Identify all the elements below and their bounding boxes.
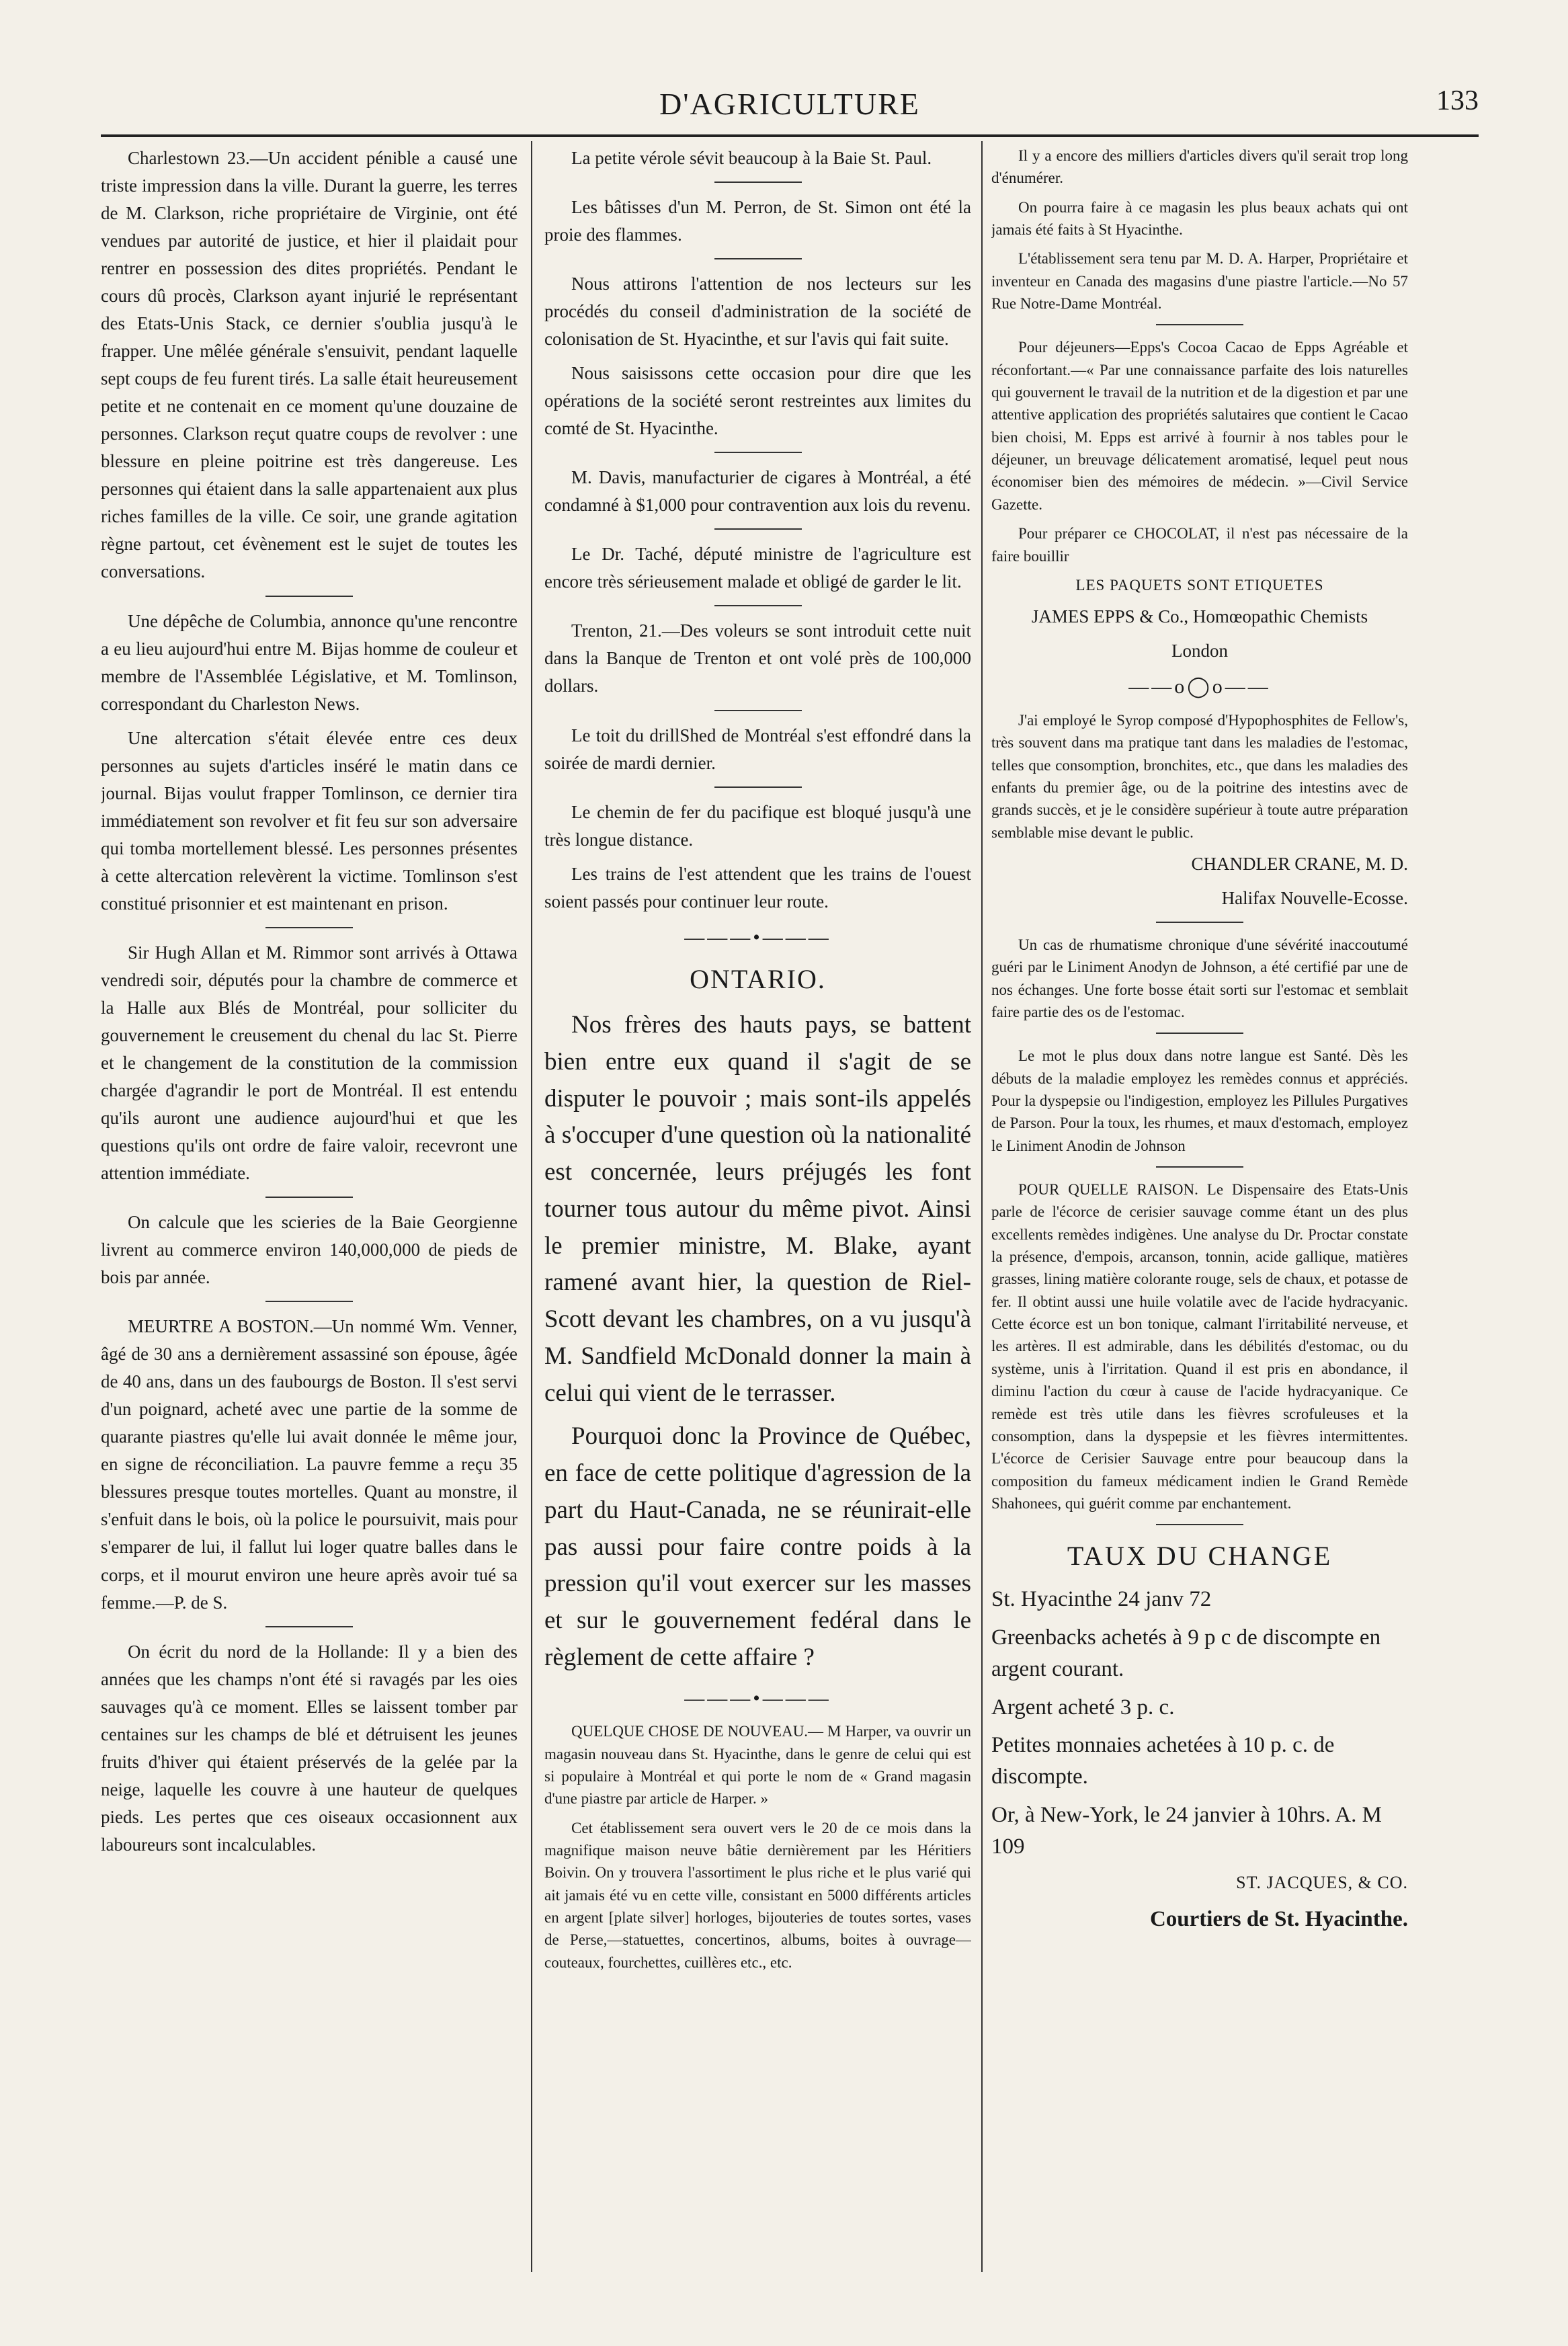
article-paragraph: Trenton, 21.—Des voleurs se sont introduit cette nuit dans la Banque de Trenton et ont volé près de 100,000 dollars. (544, 620, 971, 696)
article-paragraph: Pourquoi donc la Province de Québec, en face de cette politique d'agression de la part du Haut-Canada, ne se réunirait-elle pas aussi pour faire contre poids à la pression qu'il vout exercer sur les masses et sur le gouvernement fedéral dans le règlement de cette affaire ? (544, 1422, 971, 1671)
ornament-divider: ———•——— (684, 1687, 831, 1709)
article-separator (714, 528, 802, 530)
article-separator (714, 258, 802, 259)
signature-line: ST. JACQUES, & CO. (1236, 1872, 1408, 1892)
article-separator (1156, 324, 1243, 325)
page-header (101, 81, 1479, 128)
article-paragraph: Un cas de rhumatisme chronique d'une sévérité inaccoutumé guéri par le Liniment Anodyn de Johnson, a été certifié par une de nos échanges. Une forte bosse était sorti sur l'estomac et semblait faire partie des os de l'estomac. (991, 936, 1408, 1020)
article-paragraph: Le mot le plus doux dans notre langue est Santé. Dès les débuts de la maladie employez les remèdes connus et appréciés. Pour la dyspepsie ou l'indigestion, employez les Pillules Purgatives de Parson. Pour la toux, les rhumes, et maux d'estomach, employez le Liniment Anodin de Johnson (991, 1047, 1408, 1154)
article-paragraph: La petite vérole sévit beaucoup à la Baie St. Paul. (571, 148, 932, 168)
article-paragraph: Les trains de l'est attendent que les trains de l'ouest soient passés pour continuer leur route. (544, 863, 971, 912)
article-paragraph: On calcule que les scieries de la Baie Georgienne livrent au commerce environ 140,000,000 de pieds de bois par année. (101, 1212, 518, 1288)
exchange-line: Or, à New-York, le 24 janvier à 10hrs. A. M 109 (991, 1803, 1382, 1859)
article-separator (714, 181, 802, 183)
article-separator (265, 1197, 353, 1198)
article-paragraph: Nous attirons l'attention de nos lecteurs sur les procédés du conseil d'administration de la société de colonisation de St. Hyacinthe, et sur l'avis qui fait suite. (544, 274, 971, 350)
article-paragraph: Pour préparer ce CHOCOLAT, il n'est pas nécessaire de la faire bouillir (991, 525, 1408, 565)
article-paragraph: Le Dr. Taché, député ministre de l'agriculture est encore très sérieusement malade et obligé de garder le lit. (544, 544, 971, 592)
article-separator (714, 452, 802, 453)
article-separator (265, 596, 353, 597)
article-separator (265, 1626, 353, 1627)
article-paragraph: Une dépêche de Columbia, annonce qu'une rencontre a eu lieu aujourd'hui entre M. Bijas homme de couleur et membre de l'Assemblée Législative, et M. Tomlinson, correspondant du Charleston News. (101, 610, 518, 714)
column-left (101, 145, 518, 2262)
column-right (991, 145, 1408, 2262)
running-title: D'AGRICULTURE (659, 87, 920, 121)
article-paragraph: Sir Hugh Allan et M. Rimmor sont arrivés à Ottawa vendredi soir, députés pour la chambre de commerce et la Halle aux Blés de Montréal, pour solliciter du gouvernement le creusement du chenal du lac St. Pierre et le changement de la constitution de la commission chargée d'agrandir le port de Montréal. Il est entendu qu'ils auront une audience aujourd'hui et que les questions qu'ils ont ordre de faire valoir, recevront une attention immédiate. (101, 942, 518, 1184)
article-separator (714, 710, 802, 711)
article-paragraph: L'établissement sera tenu par M. D. A. Harper, Propriétaire et inventeur en Canada des magasins d'une piastre l'article.—No 57 Rue Notre-Dame Montréal. (991, 250, 1408, 313)
article-paragraph: Cet établissement sera ouvert vers le 20 de ce mois dans la magnifique maison neuve bâtie dernièrement par les Héritiers Boivin. On y trouvera l'assortiment le plus riche et le plus varié qui ait jamais été vu en cette ville, consistant en 5000 différents articles en argent [plate silver] horloges, bijouteries de toutes sortes, vases de Perse,—statuettes, concertinos, albums, boites à ouvrage—couteaux, fourchettes, cuillères etc., etc. (544, 1819, 971, 1971)
article-separator (1156, 1166, 1243, 1168)
ornament-divider: ———•——— (684, 926, 831, 948)
article-paragraph: J'ai employé le Syrop composé d'Hypophosphites de Fellow's, très souvent dans ma pratique tant dans les maladies de l'estomac, telles que consomption, bronchites, etc., que dans les maladies des enfants du premier âge, ou de la poitrine des intestins avec de grands succès, et je le considère supérieur à toute autre préparation semblable mise devant le public. (991, 711, 1408, 841)
section-heading: ONTARIO. (690, 964, 826, 995)
article-paragraph: On écrit du nord de la Hollande: Il y a bien des années que les champs n'ont été si ravagés par les oies sauvages qu'à ce moment. Elles se laissent tomber par centaines sur les champs de blé et détruisent les jeunes fruits d'hiver qui étaient préservés de la gelée par la neige, laquelle les couvre à une hauteur de quelques pieds. Les pertes que ces oiseaux occasionnent aux laboureurs sont incalculables. (101, 1641, 518, 1855)
article-paragraph: QUELQUE CHOSE DE NOUVEAU.— M Harper, va ouvrir un magasin nouveau dans St. Hyacinthe, dans le genre de celui qui est si populaire à Montréal et qui porte le nom de « Grand magasin d'une piastre par article de Harper. » (544, 1723, 971, 1808)
column-divider (981, 141, 983, 2272)
section-heading: TAUX DU CHANGE (1067, 1541, 1333, 1572)
article-paragraph: Il y a encore des milliers d'articles divers qu'il serait trop long d'énumérer. (991, 147, 1408, 187)
article-separator (265, 1301, 353, 1302)
article-paragraph: Une altercation s'était élevée entre ces deux personnes au sujets d'articles inséré le matin dans ce journal. Bijas voulut frapper Tomlinson, ce dernier tira immédiatement son revolver et fit feu sur son adversaire qui tomba mortellement blessé. Les personnes présentes à cette altercation relevèrent la victime. Tomlinson s'est constitué prisonnier et est maintenant en prison. (101, 727, 518, 914)
exchange-line: Greenbacks achetés à 9 p c de discompte en argent courant. (991, 1625, 1381, 1681)
ornament-divider: ——o◯o—— (1128, 676, 1271, 698)
column-middle (544, 145, 971, 2262)
article-separator (1156, 922, 1243, 923)
article-separator (714, 605, 802, 606)
article-paragraph: M. Davis, manufacturier de cigares à Montréal, a été condamné à $1,000 pour contravention aux lois du revenu. (544, 467, 971, 516)
exchange-line: Argent acheté 3 p. c. (991, 1695, 1175, 1720)
article-separator (265, 927, 353, 928)
signature-line: Courtiers de St. Hyacinthe. (1149, 1907, 1408, 1932)
page-number: 133 (1436, 85, 1479, 116)
article-paragraph: Pour déjeuners—Epps's Cocoa Cacao de Epps Agréable et réconfortant.—« Par une connaissance parfaite des lois naturelles qui gouvernent le travail de la nutrition et de la digestion et par une attentive application des propriétés salutaires que contient le Cacao bien choisi, M. Epps est arrivé à fournir à nos tables pour le déjeuner, un breuvage délicatement aromatisé, lequel peut nous économiser bien des mémoires de médecin. »—Civil Service Gazette. (991, 339, 1408, 513)
column-divider (531, 141, 532, 2272)
article-paragraph: Charlestown 23.—Un accident pénible a causé une triste impression dans la ville. Durant la guerre, les terres de M. Clarkson, riche propriétaire de Virginie, ont été vendues par autorité de justice, et hier il plaidait pour rentrer en possession des dites propriétés. Pendant le cours dû procès, Clarkson ayant injurié le représentant des Etats-Unis Stack, ce dernier s'oublia jusqu'à le frapper. Une mêlée générale s'ensuivit, pendant laquelle sept coups de feu furent tirés. La salle était heureusement petite et ne contenait en ce moment qu'une douzaine de personnes. Clarkson reçut quatre coups de revolver : une blessure en pleine poitrine est très dangereuse. Les personnes qui étaient dans la salle appartenaient aux plus riches familles de la ville. Ce soir, une grande agitation règne partout, cet évènement est le sujet de toutes les conversations. (101, 148, 518, 582)
article-paragraph: On pourra faire à ce magasin les plus beaux achats qui ont jamais été faits à St Hyacinthe. (991, 198, 1408, 239)
centered-line: London (1171, 641, 1228, 661)
article-paragraph: Le chemin de fer du pacifique est bloqué jusqu'à une très longue distance. (544, 801, 971, 850)
centered-line: JAMES EPPS & Co., Homœopathic Chemists (1031, 606, 1368, 627)
article-paragraph: POUR QUELLE RAISON. Le Dispensaire des Etats-Unis parle de l'écorce de cerisier sauvage comme étant un des plus excellents remèdes indigènes. Une analyse du Dr. Proctar constate la présence, d'empois, arcanson, tonnin, acide gallique, matières grasses, lining matière colorante rouge, sels de chaux, et potasse de fer. Il obtint aussi une huile volatile avec de l'acide hydracyanic. Cette écorce est un bon tonique, calmant l'irritabilité nerveuse, et les artères. Il est admirable, dans les débilités d'estomac, ou du système, unis à l'irritation. Quand il est pris en abondance, il diminu l'action du cœur à cause de l'acide hydracyanique. Ce remède est très utile dans les fièvres scrofuleuses et la consomption, dans la dyspepsie et les fièvres intermittentes. L'écorce de Cerisier Sauvage entre pour beaucoup dans la composition du fameux médicament indien le Grand Remède Shahonees, qui guérit comme par enchantement. (991, 1181, 1408, 1512)
article-paragraph: Les bâtisses d'un M. Perron, de St. Simon ont été la proie des flammes. (544, 197, 971, 245)
signature-line: Halifax Nouvelle-Ecosse. (1221, 887, 1408, 908)
article-paragraph: Le toit du drillShed de Montréal s'est effondré dans la soirée de mardi dernier. (544, 725, 971, 773)
centered-line: LES PAQUETS SONT ETIQUETES (1075, 576, 1324, 594)
article-separator (1156, 1524, 1243, 1525)
article-paragraph: Nous saisissons cette occasion pour dire que les opérations de la société seront restreintes aux limites du comté de St. Hyacinthe. (544, 363, 971, 439)
exchange-line: Petites monnaies achetées à 10 p. c. de discompte. (991, 1733, 1335, 1789)
article-separator (714, 786, 802, 788)
article-paragraph: Nos frères des hauts pays, se battent bien entre eux quand il s'agit de se disputer le pouvoir ; mais sont-ils appelés à s'occuper d'une question où la nationalité est concernée, leurs préjugés les font tourner tous autour du même pivot. Ainsi le premier ministre, M. Blake, ayant ramené avant hier, la question de Riel-Scott devant les chambres, on a vu jusqu'à M. Sandfield McDonald donner la main à celui qui vient de le terrasser. (544, 1011, 971, 1407)
header-rule (101, 134, 1479, 137)
exchange-line: St. Hyacinthe 24 janv 72 (991, 1587, 1212, 1612)
article-separator (1156, 1033, 1243, 1034)
signature-line: CHANDLER CRANE, M. D. (1191, 853, 1408, 874)
article-paragraph: MEURTRE A BOSTON.—Un nommé Wm. Venner, âgé de 30 ans a dernièrement assassiné son épouse, âgée de 40 ans, dans un des faubourgs de Boston. Il s'est servi d'un poignard, acheté avec une partie de la somme de quarante piastres qu'elle lui avait donnée le même jour, en signe de réconciliation. La pauvre femme a reçu 35 blessures presque toutes mortelles. Quant au monstre, il s'enfuit dans le bois, où la police le poursuivit, mais pour s'emparer de lui, il fallut lui loger quatre balles dans le corps, et il mourut environ une heure après avoir tué sa femme.—P. de S. (101, 1316, 518, 1613)
